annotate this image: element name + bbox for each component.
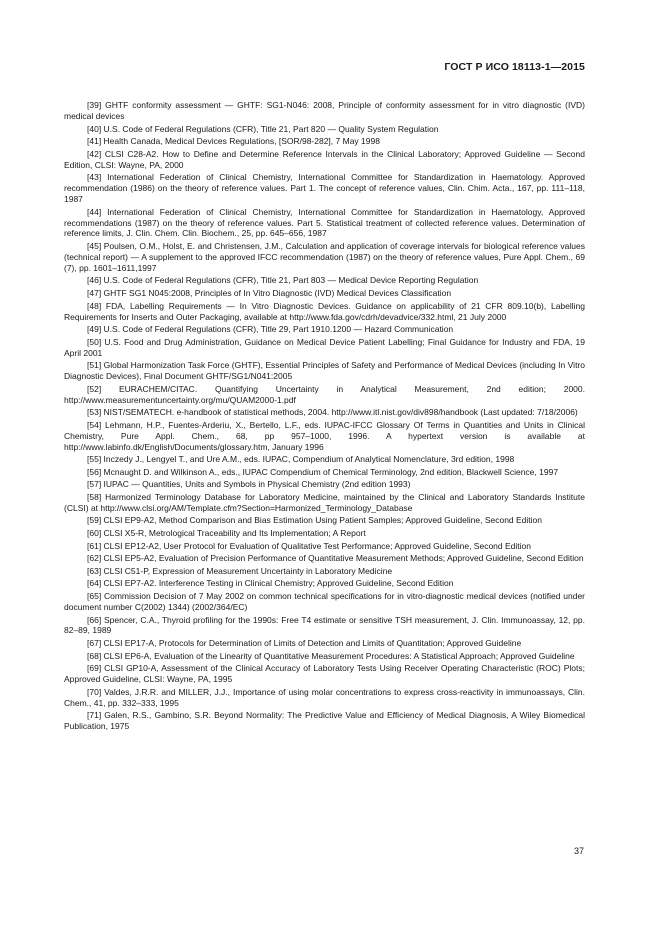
bibliography-list (64, 100, 585, 734)
reference-entry: [57] IUPAC — Quantities, Units and Symbols in Physical Chemistry (2nd edition 1993) (87, 479, 411, 490)
reference-entry: [50] U.S. Food and Drug Administration, Guidance on Medical Device Patient Labelling; Final Guidance for Industry and FDA, 19 April 2001 (64, 336, 585, 358)
reference-entry: [59] CLSI EP9-A2, Method Comparison and Bias Estimation Using Patient Samples; Approved Guideline, Second Edition (87, 515, 543, 526)
reference-entry: [49] U.S. Code of Federal Regulations (CFR), Title 29, Part 1910.1200 — Hazard Communication (87, 324, 454, 335)
reference-entry: [43] International Federation of Clinical Chemistry, International Committee for Standardization in Haematology. Approved recommendation (1986) on the theory of reference values. Part 1. The concept of reference values, Clin. Chim. Acta., 167, pp. 111–118, 1987 (64, 172, 585, 204)
reference-entry: [61] CLSI EP12-A2, User Protocol for Evaluation of Qualitative Test Performance; Approved Guideline, Second Edition (87, 540, 531, 551)
reference-entry: [63] CLSI C51-P, Expression of Measurement Uncertainty in Laboratory Medicine (87, 565, 393, 576)
reference-entry: [46] U.S. Code of Federal Regulations (CFR), Title 21, Part 803 — Medical Device Reporting Regulation (87, 275, 479, 286)
reference-entry: [66] Spencer, C.A., Thyroid profiling for the 1990s: Free T4 estimate or sensitive TSH measurement, J. Clin. Immunoassay, 12, pp. 82–89, 1989 (64, 614, 585, 636)
reference-entry: [56] Mcnaught D. and Wilkinson A., eds., IUPAC Compendium of Chemical Terminology, 2nd edition, Blackwell Science, 1997 (87, 466, 559, 477)
reference-entry: [58] Harmonized Terminology Database for Laboratory Medicine, maintained by the Clinical and Laboratory Standards Institute (CLSI) at http://www.clsi.org/AM/Template.cfm?Section=Harmonized_Terminology_Database (64, 491, 585, 513)
reference-entry: [69] CLSI GP10-A, Assessment of the Clinical Accuracy of Laboratory Tests Using Receiver Operating Characteristic (ROC) Plots; Approved Guideline, CLSI: Wayne, PA, 1995 (64, 663, 585, 685)
reference-entry: [51] Global Harmonization Task Force (GHTF), Essential Principles of Safety and Performance of Medical Devices (including In Vitro Diagnostic Devices), Final Document GHTF/SG1/N041:2005 (64, 360, 585, 382)
reference-entry: [45] Poulsen, O.M., Holst, E. and Christensen, J.M., Calculation and application of coverage intervals for biological reference values (technical report) — A supplement to the approved IFCC recommendation (1987) on the theory of reference values, Pure Appl. Chem., 69 (7), pp. 1601–1611,1997 (64, 241, 585, 273)
reference-entry: [71] Galen, R.S., Gambino, S.R. Beyond Normality: The Predictive Value and Efficiency of Medical Diagnosis, A Wiley Biomedical Publication, 1975 (64, 710, 585, 732)
reference-entry: [54] Lehmann, H.P., Fuentes-Arderiu, X., Bertello, L.F., eds. IUPAC-IFCC Glossary Of Terms in Quantities and Units in Clinical Chemistry, Pure Appl. Chem., 68, pp 957–1000, 1996. A hypertext version is available at http://www.labinfo.dk/English/Documents/glossary.htm, January 1996 (64, 419, 585, 452)
reference-entry: [68] CLSI EP6-A, Evaluation of the Linearity of Quantitative Measurement Procedures: A Statistical Approach; Approved Guideline (87, 650, 575, 661)
reference-entry: [55] Inczedy J., Lengyel T., and Ure A.M., eds. IUPAC, Compendium of Analytical Nomenclature, 3rd edition, 1998 (87, 454, 515, 465)
reference-entry: [47] GHTF SG1 N045:2008, Principles of In Vitro Diagnostic (IVD) Medical Devices Classification (87, 288, 452, 298)
reference-entry: [70] Valdes, J.R.R. and MILLER, J.J., Importance of using molar concentrations to express cross-reactivity in immunoassays, Clin. Chem., 41, pp. 332–333, 1995 (64, 686, 585, 708)
reference-entry: [44] International Federation of Clinical Chemistry, International Committee for Standardization in Haematology, Approved recommendations (1987) on the theory of reference values. Part 5. Statistical treatment of collected reference values. Determination of reference limits, J. Clin. Chem. Clin. Biochem., 25, pp. 645–656, 1987 (64, 206, 585, 239)
reference-entry: [40] U.S. Code of Federal Regulations (CFR), Title 21, Part 820 — Quality System Regulation (87, 123, 439, 134)
reference-entry: [64] CLSI EP7-A2. Interference Testing in Clinical Chemistry; Approved Guideline, Second Edition (87, 578, 454, 589)
reference-entry: [53] NIST/SEMATECH. e-handbook of statistical methods, 2004. http://www.itl.nist.gov/div898/handbook (Last updated: 7/18/2006) (87, 407, 578, 418)
reference-entry: [42] CLSI C28-A2. How to Define and Determine Reference Intervals in the Clinical Laboratory; Approved Guideline — Second Edition, CLSI: Wayne, PA, 2000 (64, 148, 585, 170)
reference-entry: [39] GHTF conformity assessment — GHTF: SG1-N046: 2008, Principle of conformity assessment for in vitro diagnostic (IVD) medical devices (64, 100, 585, 121)
reference-entry: [60] CLSI X5-R, Metrological Traceability and Its Implementation; A Report (87, 528, 366, 539)
reference-entry: [48] FDA, Labelling Requirements — In Vitro Diagnostic Devices. Guidance on applicability of 21 CFR 809.10(b), Labelling Requirements for Inserts and Outer Packaging, available at http://www.fda.gov/cdrh/devadvice/332.html, 21 July 2000 (64, 300, 585, 322)
reference-entry: [67] CLSI EP17-A, Protocols for Determination of Limits of Detection and Limits of Quantitation; Approved Guideline (87, 638, 522, 649)
reference-entry: [52] EURACHEM/CITAC. Quantifying Uncertainty in Analytical Measurement, 2nd edition; 2000. http://www.measurementuncertainty.org/mu/QUAM2000-1.pdf (64, 383, 585, 405)
page-number: 37 (573, 846, 584, 856)
reference-entry: [62] CLSI EP5-A2, Evaluation of Precision Performance of Quantitative Measurement Methods; Approved Guideline, Second Edition (87, 553, 584, 564)
document-code-header: ГОСТ Р ИСО 18113-1—2015 (444, 61, 585, 73)
reference-entry: [65] Commission Decision of 7 May 2002 on common technical specifications for in vitro-diagnostic medical devices (notified under document number C(2002) 1344) (2002/364/EC) (64, 591, 585, 612)
reference-entry: [41] Health Canada, Medical Devices Regulations, [SOR/98-282], 7 May 1998 (87, 136, 380, 147)
